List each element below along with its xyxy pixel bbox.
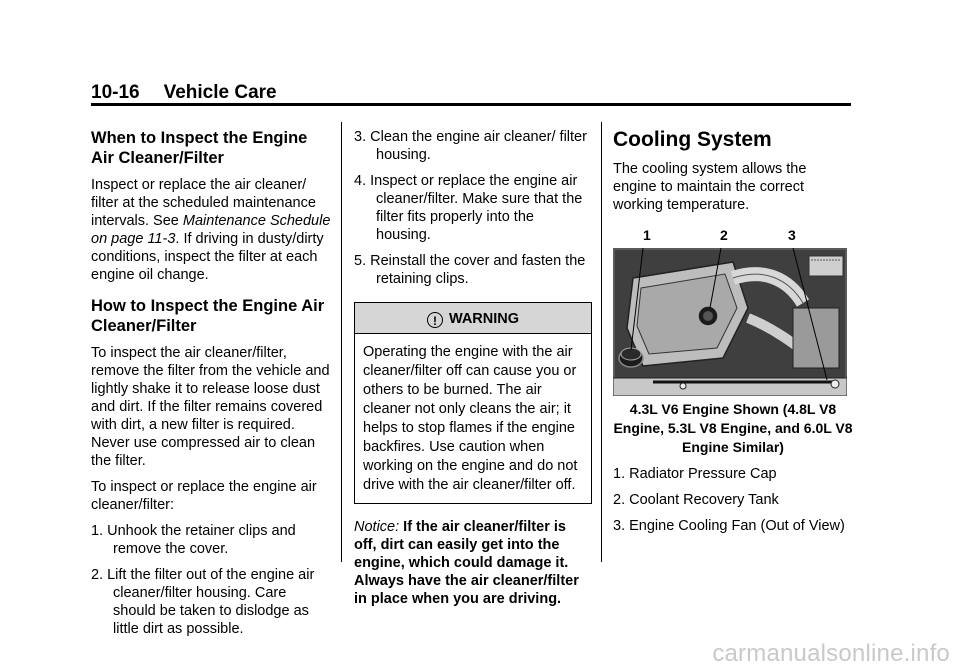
step-5: 5. Reinstall the cover and fasten the retaining clips. xyxy=(354,253,586,287)
figure-caption: 4.3L V6 Engine Shown (4.8L V8 Engine, 5.3L V8 Engine, and 6.0L V8 Engine Similar) xyxy=(613,401,853,455)
callout-3: 3 xyxy=(788,227,796,243)
warning-box xyxy=(354,302,592,504)
figure-callouts xyxy=(613,226,853,248)
legend-item-2: 2. Coolant Recovery Tank xyxy=(613,492,779,508)
warning-header xyxy=(355,303,591,334)
page-header xyxy=(91,82,277,104)
text-post: . If driving in dusty/dirty conditions, inspect the filter at each engine oil change. xyxy=(91,231,324,283)
legend-item-3: 3. Engine Cooling Fan (Out of View) xyxy=(613,518,845,534)
paragraph-inspect-interval xyxy=(91,176,331,284)
step-2: 2. Lift the filter out of the engine air cleaner/filter housing. Care should be taken to dislodge as little dirt as possible. xyxy=(91,567,315,637)
notice-text: If the air cleaner/filter is off, dirt can easily get into the engine, which could damage it. Always have the air cleaner/filter in place when you are driving. xyxy=(354,519,579,607)
column-3 xyxy=(613,128,853,543)
legend-item-1: 1. Radiator Pressure Cap xyxy=(613,466,777,482)
warning-text: Operating the engine with the air cleaner/filter off can cause you or others to be burned. The air cleaner not only cleans the air; it helps to stop flames if the engine backfires. Use caution when working on the engine and do not drive with the air cleaner/filter off. xyxy=(363,344,578,493)
column-divider-1 xyxy=(341,122,342,562)
section-title: Vehicle Care xyxy=(163,82,277,103)
notice-paragraph xyxy=(354,518,592,608)
watermark: carmanualsonline.info xyxy=(712,640,950,667)
warning-icon: ! xyxy=(427,312,443,328)
warning-title: WARNING xyxy=(448,311,520,327)
heading-how-to-inspect: How to Inspect the Engine Air Cleaner/Filter xyxy=(91,297,325,335)
column-1 xyxy=(91,128,331,646)
callout-2: 2 xyxy=(720,227,728,243)
engine-illustration-svg xyxy=(613,248,847,396)
notice-label: Notice: xyxy=(354,519,400,535)
maintenance-schedule-reference[interactable]: Maintenance Schedule on page 11-3 xyxy=(91,213,331,247)
heading-when-to-inspect: When to Inspect the Engine Air Cleaner/Filter xyxy=(91,129,308,167)
column-divider-2 xyxy=(601,122,602,562)
column-2 xyxy=(354,128,592,616)
callout-1: 1 xyxy=(643,227,651,243)
header-rule xyxy=(91,103,851,106)
step-3: 3. Clean the engine air cleaner/ filter housing. xyxy=(354,129,587,163)
paragraph-cooling-intro: The cooling system allows the engine to maintain the correct working temperature. xyxy=(613,161,807,213)
text-pre: Inspect or replace the air cleaner/ filter at the scheduled maintenance intervals. See xyxy=(91,177,316,229)
step-1: 1. Unhook the retainer clips and remove the cover. xyxy=(91,523,296,557)
engine-bay-illustration xyxy=(613,248,847,396)
page-number: 10-16 xyxy=(91,82,140,103)
paragraph-steps-intro: To inspect or replace the engine air cleaner/filter: xyxy=(91,479,317,513)
paragraph-inspect-method: To inspect the air cleaner/filter, remove the filter from the vehicle and lightly shake it to release loose dust and dirt. If the filter remains covered with dirt, a new filter is required. Never use compressed air to clean the filter. xyxy=(91,345,330,469)
heading-cooling-system: Cooling System xyxy=(613,128,772,151)
step-4: 4. Inspect or replace the engine air cleaner/filter. Make sure that the filter fits properly into the housing. xyxy=(354,173,583,243)
